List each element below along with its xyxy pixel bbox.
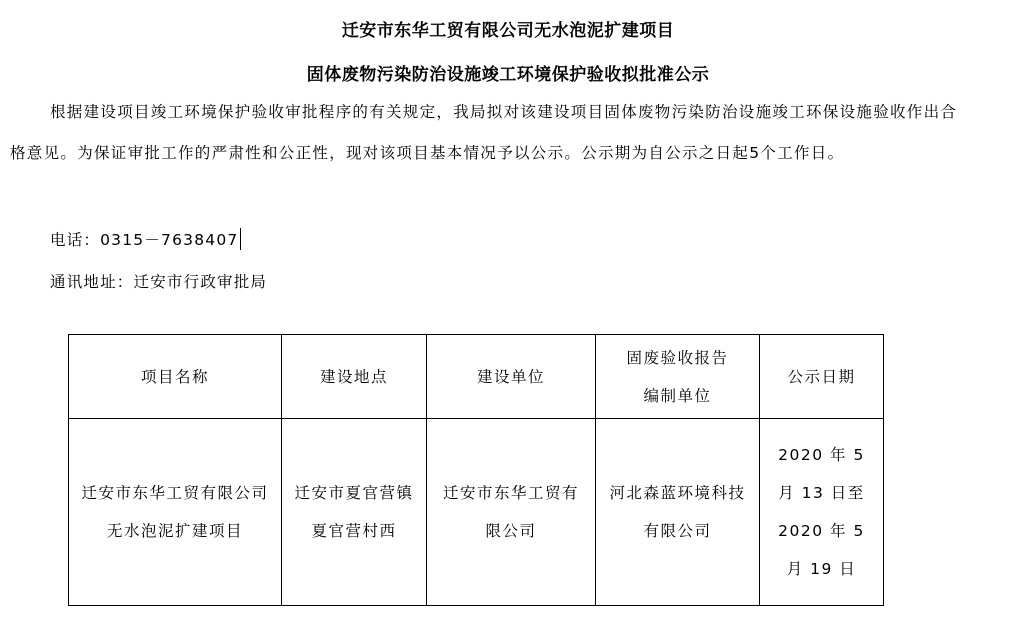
header-location: 建设地点	[282, 335, 427, 419]
phone-line	[50, 228, 241, 250]
cell-location: 迁安市夏官营镇夏官营村西	[282, 419, 427, 606]
cell-date: 2020 年 5 月 13 日至 2020 年 5 月 19 日	[760, 419, 884, 606]
notice-title-line1: 迁安市东华工贸有限公司无水泡泥扩建项目	[341, 21, 675, 41]
project-info-table	[68, 334, 884, 606]
table-row	[69, 419, 884, 606]
address-value: 迁安市行政审批局	[133, 273, 268, 291]
header-date: 公示日期	[760, 335, 884, 419]
header-project-name: 项目名称	[69, 335, 282, 419]
cell-builder: 迁安市东华工贸有限公司	[427, 419, 596, 606]
notice-title-line2: 固体废物污染防治设施竣工环境保护验收拟批准公示	[306, 65, 710, 85]
cell-report-unit: 河北森蓝环境科技有限公司	[596, 419, 760, 606]
header-builder: 建设单位	[427, 335, 596, 419]
address-line	[50, 270, 267, 292]
phone-value: 0315－7638407	[100, 231, 239, 249]
table-header-row	[69, 335, 884, 419]
address-label: 通讯地址：	[50, 273, 134, 291]
header-report-unit: 固废验收报告编制单位	[596, 335, 760, 419]
notice-body-paragraph	[10, 92, 970, 174]
text-cursor	[240, 228, 241, 250]
body-text: 根据建设项目竣工环境保护验收审批程序的有关规定，我局拟对该建设项目固体废物污染防治设施竣工环保设施验收作出合格意见。为保证审批工作的严肃性和公正性，现对该项目基本情况予以公示。公示期为自公示之日起5个工作日。	[10, 103, 958, 162]
phone-label: 电话：	[50, 231, 101, 249]
cell-project-name: 迁安市东华工贸有限公司无水泡泥扩建项目	[69, 419, 282, 606]
